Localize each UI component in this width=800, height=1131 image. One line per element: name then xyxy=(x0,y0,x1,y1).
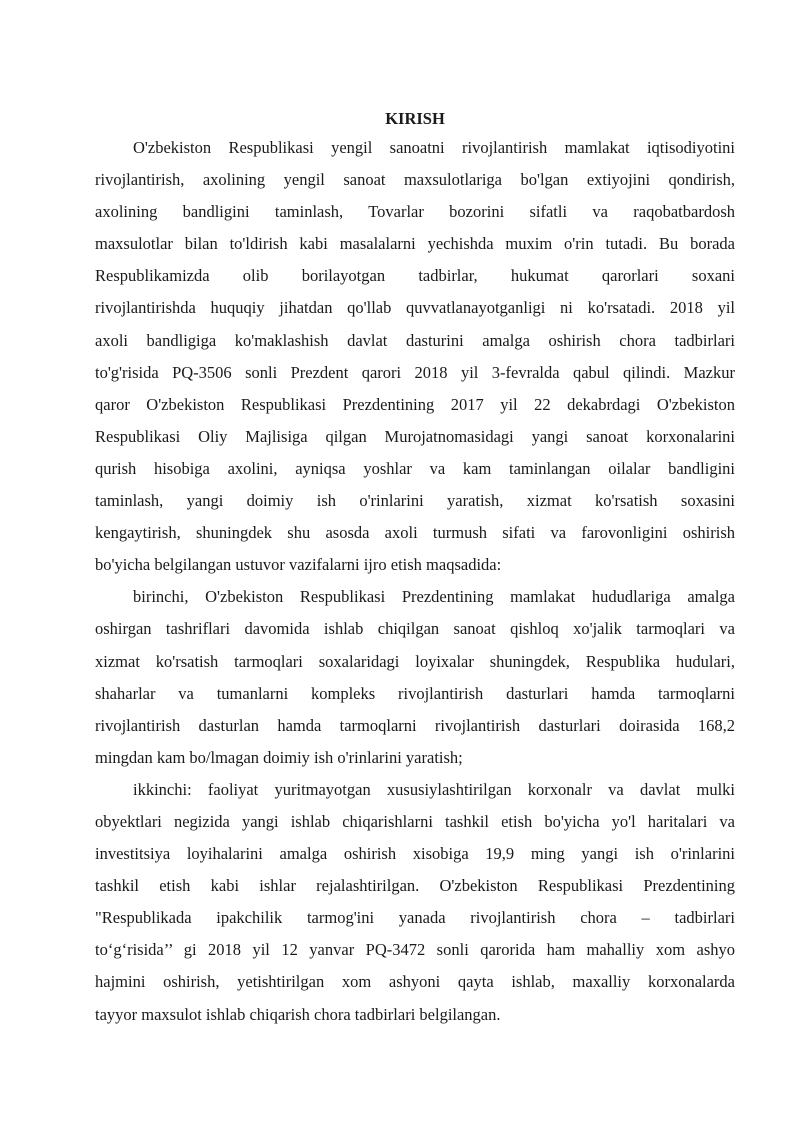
paragraph-line: investitsiya loyihalarini amalga oshirish xisobiga 19,9 ming yangi ish o'rinlarini xyxy=(95,844,735,864)
paragraph-line: Respublikamizda olib borilayotgan tadbirlar, hukumat qarorlari soxani xyxy=(95,266,735,286)
paragraph-line: axolining bandligini taminlash, Tovarlar bozorini sifatli va raqobatbardosh xyxy=(95,202,735,222)
paragraph-container xyxy=(95,132,735,1031)
paragraph-line: mingdan kam bo/lmagan doimiy ish o'rinlarini yaratish; xyxy=(95,747,463,767)
paragraph-line: rivojlantirish dasturlan hamda tarmoqlarni rivojlantirish dasturlari doirasida 168,2 xyxy=(95,715,735,735)
paragraph-line: shaharlar va tumanlarni kompleks rivojlantirish dasturlari hamda tarmoqlarni xyxy=(95,683,735,703)
paragraph-line: qurish hisobiga axolini, ayniqsa yoshlar va kam taminlangan oilalar bandligini xyxy=(95,458,735,478)
paragraph-line: kengaytirish, shuningdek shu asosda axoli turmush sifati va farovonligini oshirish xyxy=(95,523,735,543)
paragraph-line: "Respublikada ipakchilik tarmog'ini yanada rivojlantirish chora – tadbirlari xyxy=(95,908,735,928)
paragraph-line: rivojlantirish, axolining yengil sanoat maxsulotlariga bo'lgan extiyojini qondirish, xyxy=(95,170,735,190)
paragraph-line: bo'yicha belgilangan ustuvor vazifalarni ijro etish maqsadida: xyxy=(95,555,502,575)
paragraph-line: hajmini oshirish, yetishtirilgan xom ashyoni qayta ishlab, maxalliy korxonalarda xyxy=(95,972,735,992)
paragraph-line: to'g'risida PQ-3506 sonli Prezdent qarori 2018 yil 3-fevralda qabul qilindi. Mazkur xyxy=(95,362,735,382)
paragraph-line: qaror O'zbekiston Respublikasi Prezdentining 2017 yil 22 dekabrdagi O'zbekiston xyxy=(95,394,735,414)
paragraph-line: axoli bandligiga ko'maklashish davlat dasturini amalga oshirish chora tadbirlari xyxy=(95,330,735,350)
paragraph xyxy=(95,774,735,1031)
paragraph xyxy=(95,132,735,581)
paragraph-line: tayyor maxsulot ishlab chiqarish chora tadbirlari belgilangan. xyxy=(95,1004,501,1024)
paragraph-line: ikkinchi: faoliyat yuritmayotgan xususiylashtirilgan korxonalr va davlat mulki xyxy=(133,779,735,799)
page-title: KIRISH xyxy=(385,109,445,128)
paragraph-line: rivojlantirishda huquqiy jihatdan qo'llab quvvatlanayotganligi ni ko'rsatadi. 2018 yil xyxy=(95,298,735,318)
paragraph-line: xizmat ko'rsatish tarmoqlari soxalaridagi loyixalar shuningdek, Respublika hudulari, xyxy=(95,651,735,671)
paragraph-line: Respublikasi Oliy Majlisiga qilgan Murojatnomasidagi yangi sanoat korxonalarini xyxy=(95,426,735,446)
paragraph-line: obyektlari negizida yangi ishlab chiqarishlarni tashkil etish bo'yicha yo'l haritalari va xyxy=(95,811,735,831)
paragraph-line: birinchi, O'zbekiston Respublikasi Prezdentining mamlakat hududlariga amalga xyxy=(133,587,735,607)
paragraph-line: maxsulotlar bilan to'ldirish kabi masalalarni yechishda muxim o'rin tutadi. Bu borada xyxy=(95,234,735,254)
paragraph-line: tashkil etish kabi ishlar rejalashtirilgan. O'zbekiston Respublikasi Prezdentining xyxy=(95,876,735,896)
paragraph xyxy=(95,581,735,774)
document-body xyxy=(95,106,735,1031)
paragraph-line: to‘g‘risida’’ gi 2018 yil 12 yanvar PQ-3472 sonli qarorida ham mahalliy xom ashyo xyxy=(95,940,735,960)
paragraph-line: O'zbekiston Respublikasi yengil sanoatni rivojlantirish mamlakat iqtisodiyotini xyxy=(133,138,735,157)
paragraph-line: oshirgan tashriflari davomida ishlab chiqilgan sanoat qishloq xo'jalik tarmoqlari va xyxy=(95,619,735,639)
paragraph-line: taminlash, yangi doimiy ish o'rinlarini yaratish, xizmat ko'rsatish soxasini xyxy=(95,491,735,511)
